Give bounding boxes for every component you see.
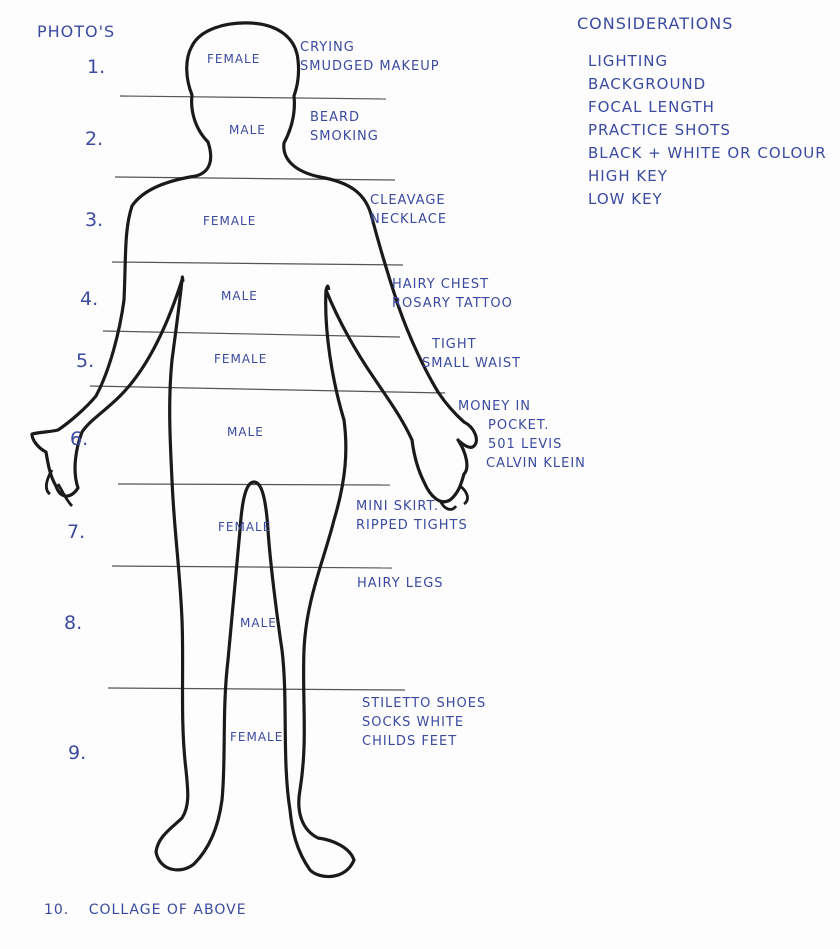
left-hand-finger-line	[46, 470, 72, 506]
footer-number: 10.	[44, 902, 70, 918]
photo-notes	[362, 694, 486, 751]
subject-label: MALE	[229, 123, 266, 137]
note-line: BEARD	[310, 110, 361, 125]
photo-notes	[357, 574, 444, 593]
photo-number: 9.	[68, 742, 87, 764]
photo-number: 7.	[67, 521, 86, 543]
divider-line	[103, 331, 400, 337]
photo-notes	[370, 191, 447, 229]
subject-label: MALE	[227, 425, 264, 439]
note-line: CLEAVAGE	[370, 193, 446, 208]
note-line: SOCKS WHITE	[362, 715, 465, 730]
note-line: NECKLACE	[370, 212, 448, 227]
note-line: CALVIN KLEIN	[486, 456, 586, 471]
divider-line	[115, 177, 395, 180]
considerations-list	[588, 50, 827, 211]
consideration-item: LOW KEY	[588, 190, 663, 208]
note-line: RIPPED TIGHTS	[356, 518, 468, 533]
note-line: CHILDS FEET	[362, 734, 458, 749]
divider-line	[108, 688, 405, 690]
subject-label: FEMALE	[218, 520, 272, 534]
note-line: MONEY IN	[458, 399, 532, 414]
note-line: TIGHT	[432, 337, 477, 352]
consideration-item: LIGHTING	[588, 52, 669, 70]
note-line: SMOKING	[310, 129, 379, 144]
note-line: HAIRY LEGS	[357, 576, 444, 591]
arm-gap-right	[326, 286, 329, 290]
divider-line	[112, 566, 392, 568]
subject-label: MALE	[240, 616, 277, 630]
consideration-item: HIGH KEY	[588, 167, 668, 185]
photo-number: 2.	[85, 128, 104, 150]
photo-number: 5.	[76, 350, 95, 372]
divider-line	[118, 484, 390, 485]
note-line: CRYING	[300, 40, 355, 55]
footer-text: COLLAGE OF ABOVE	[88, 902, 247, 918]
photo-number: 6.	[70, 428, 89, 450]
consideration-item: FOCAL LENGTH	[588, 98, 715, 116]
divider-line	[112, 262, 403, 265]
section-lines	[90, 96, 448, 690]
photo-notes	[422, 335, 521, 373]
photo-notes	[356, 497, 468, 535]
subject-label: FEMALE	[207, 52, 261, 66]
subject-label: MALE	[221, 289, 258, 303]
note-line: 501 LEVIS	[488, 437, 563, 452]
photo-notes	[300, 38, 440, 76]
note-line: SMALL WAIST	[422, 356, 522, 371]
subject-label: FEMALE	[214, 352, 268, 366]
photos-heading: PHOTO'S	[37, 22, 116, 41]
note-line: ROSARY TATTOO	[392, 296, 513, 311]
photo-number: 4.	[80, 288, 99, 310]
divider-line	[90, 386, 445, 393]
considerations-heading: CONSIDERATIONS	[577, 14, 734, 33]
note-line: HAIRY CHEST	[392, 277, 490, 292]
subject-label: FEMALE	[230, 730, 284, 744]
photo-number: 8.	[64, 612, 83, 634]
photo-number: 3.	[85, 209, 104, 231]
note-line: STILETTO SHOES	[362, 696, 487, 711]
divider-line	[120, 96, 386, 99]
consideration-item: PRACTICE SHOTS	[588, 121, 731, 139]
photo-notes	[458, 397, 586, 473]
photo-notes	[310, 108, 379, 146]
note-line: SMUDGED MAKEUP	[300, 59, 440, 74]
consideration-item: BACKGROUND	[588, 75, 707, 93]
subject-label: FEMALE	[203, 214, 257, 228]
arm-gap-left	[182, 277, 183, 282]
consideration-item: BLACK + WHITE OR COLOUR	[588, 144, 827, 162]
footer-item	[44, 902, 247, 918]
note-line: POCKET.	[488, 418, 550, 433]
photo-number: 1.	[87, 56, 106, 78]
photo-notes	[392, 275, 513, 313]
note-line: MINI SKIRT.	[356, 499, 439, 514]
